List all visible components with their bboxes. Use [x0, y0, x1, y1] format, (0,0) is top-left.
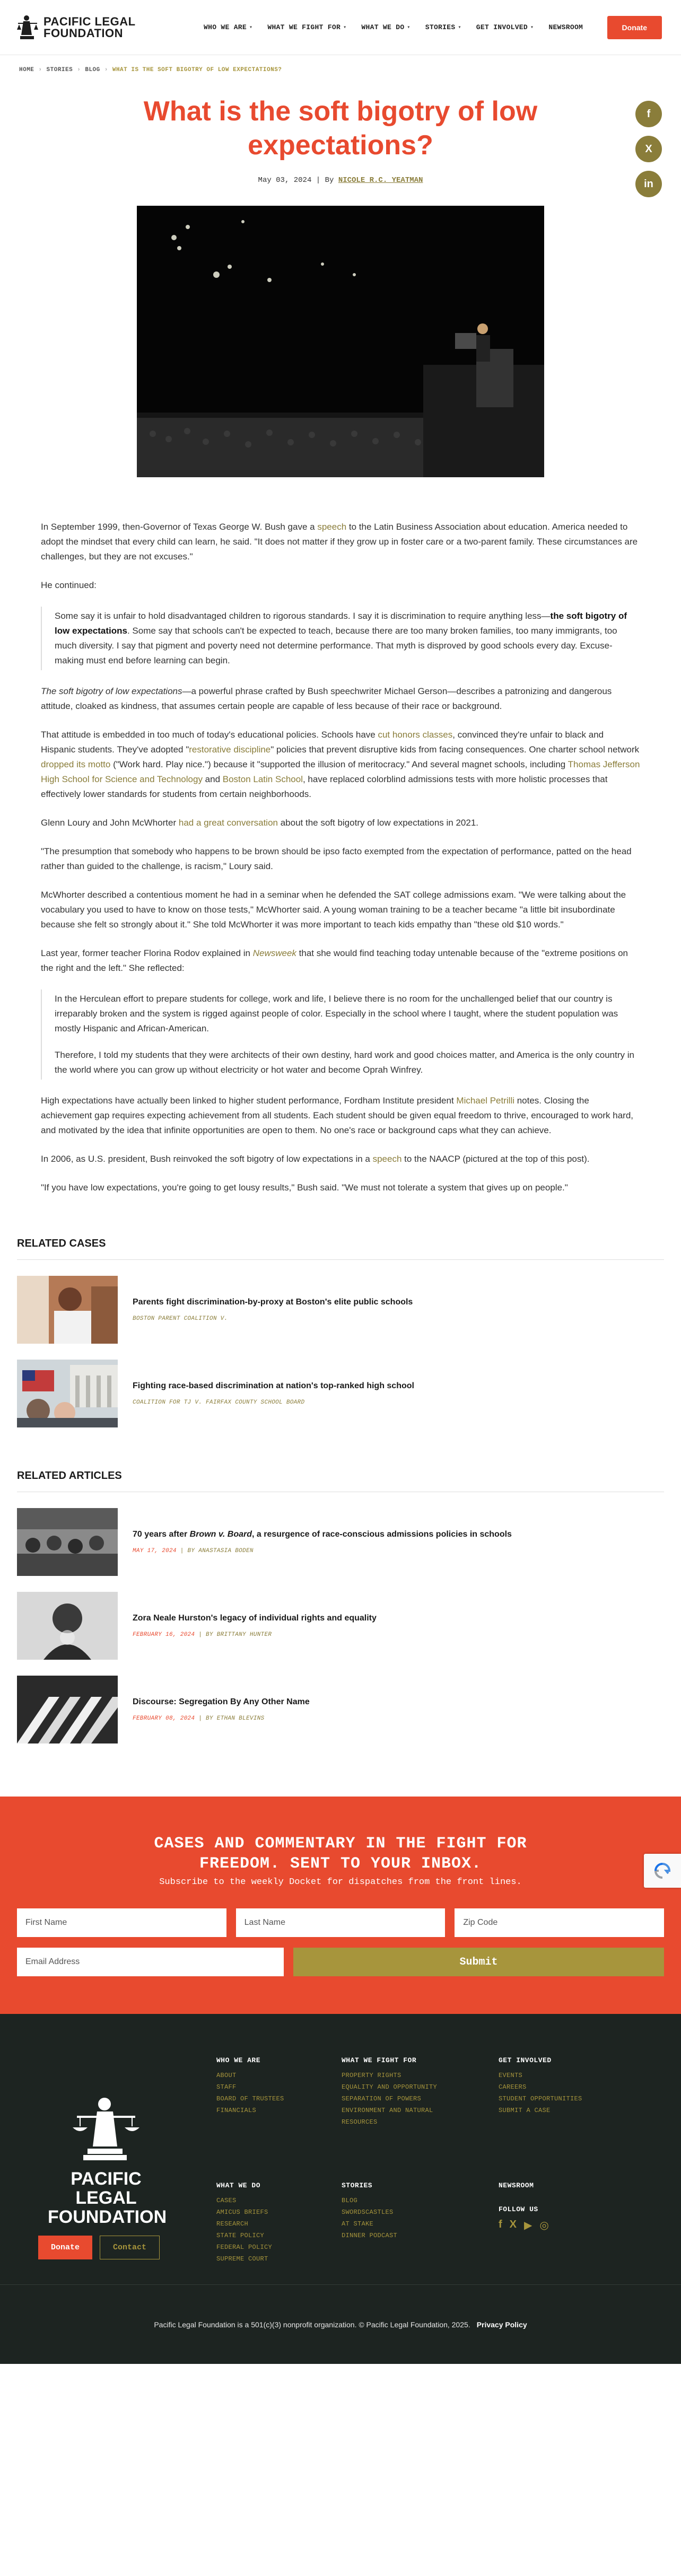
footer-link[interactable]: SEPARATION OF POWERS — [342, 2095, 422, 2102]
case-meta: COALITION FOR TJ V. FAIRFAX COUNTY SCHOOL BOARD — [133, 1399, 305, 1406]
paragraph: Glenn Loury and John McWhorter had a great conversation about the soft bigotry of low expectations in 2021. — [41, 818, 479, 828]
submit-button[interactable]: Submit — [293, 1948, 664, 1976]
newsletter-form — [17, 1908, 664, 1976]
chevron-down-icon: ▾ — [530, 24, 534, 31]
blockquote: Some say it is unfair to hold disadvantaged children to rigorous standards. I say it is discrimination to require anything less—the soft bigotry of low expectations. Some say that schools can't be expected to teach, because there are too many broken families, too many immigrants, too much diversity. I say that pigment and poverty need not determine performance. That myth is disproved by good schools every day. Excuse-making must end before learning can begin. — [41, 607, 640, 670]
copyright-text: Pacific Legal Foundation is a 501(c)(3) nonprofit organization. © Pacific Legal Foundation, 2025. — [154, 2320, 470, 2329]
footer-link[interactable]: EQUALITY AND OPPORTUNITY — [342, 2083, 438, 2091]
footer-newsroom-link[interactable]: NEWSROOM — [499, 2181, 534, 2189]
recaptcha-badge[interactable] — [644, 1854, 681, 1888]
article-thumbnail — [17, 1676, 118, 1743]
chevron-down-icon: ▾ — [343, 24, 347, 31]
related-cases-heading: RELATED CASES — [17, 1238, 664, 1260]
newsweek-link[interactable]: Newsweek — [252, 948, 296, 958]
main-nav — [196, 23, 607, 31]
chevron-down-icon: ▾ — [458, 24, 461, 31]
by-label: By — [325, 176, 334, 185]
footer-link[interactable]: BOARD OF TRUSTEES — [216, 2095, 284, 2102]
breadcrumb-current: WHAT IS THE SOFT BIGOTRY OF LOW EXPECTATIONS? — [112, 67, 282, 73]
article-title[interactable]: Zora Neale Hurston's legacy of individual rights and equality — [133, 1614, 377, 1623]
lady-justice-icon — [16, 14, 39, 41]
paragraph: "The presumption that somebody who happens to be brown should be ipso facto exempted from the expectation of performance, patted on the head rather than guided to the challenge, is racism," Loury said. — [41, 846, 632, 871]
breadcrumb-stories[interactable]: STORIES — [46, 67, 73, 73]
article-title[interactable]: Discourse: Segregation By Any Other Name — [133, 1697, 310, 1706]
case-title[interactable]: Parents fight discrimination-by-proxy at Boston's elite public schools — [133, 1298, 413, 1307]
related-articles — [17, 1470, 664, 1743]
breadcrumb-home[interactable]: HOME — [19, 67, 34, 73]
footer-link[interactable]: SUBMIT A CASE — [499, 2107, 551, 2114]
footer-link[interactable]: ENVIRONMENT AND NATURAL — [342, 2107, 433, 2114]
share-bar — [635, 101, 662, 197]
case-title[interactable]: Fighting race-based discrimination at nation's top-ranked high school — [133, 1381, 414, 1390]
linkedin-share-icon[interactable]: in — [635, 171, 662, 197]
site-footer — [0, 2014, 681, 2364]
case-meta: BOSTON PARENT COALITION V. — [133, 1316, 228, 1322]
footer-col-newsroom: NEWSROOM FOLLOW US f X ▶ ◎ — [499, 2181, 549, 2231]
x-share-icon[interactable]: X — [635, 136, 662, 162]
article-meta: FEBRUARY 16, 2024 | BY BRITTANY HUNTER — [133, 1632, 272, 1638]
paragraph: He continued: — [41, 580, 97, 590]
list-item[interactable] — [17, 1360, 664, 1427]
donate-button[interactable]: Donate — [607, 16, 662, 39]
related-articles-heading: RELATED ARTICLES — [17, 1470, 664, 1492]
paragraph: Last year, former teacher Florina Rodov explained in Newsweek that she would find teaching today untenable because of the "extreme positions on the right and the left." She reflected: — [41, 948, 628, 973]
newsletter-heading: CASES AND COMMENTARY IN THE FIGHT FOR FREEDOM. SENT TO YOUR INBOX. — [154, 1835, 527, 1873]
footer-col-what-we-fight-for: WHAT WE FIGHT FOR PROPERTY RIGHTS EQUALITY AND OPPORTUNITY SEPARATION OF POWERS ENVIRONMENT AND NATURAL RESOURCES — [342, 2056, 437, 2128]
blockquote: In the Herculean effort to prepare students for college, work and life, I believe there is no room for the unchallenged belief that our country is irreparably broken and the system is rigged against people of color. Especially in the school where I taught, where the student population was mostly Hispanic and African-American. Therefore, I told my students that they were architects of their own destiny, hard work and good choices matter, and America is the only country in the world where you can grow up without electricity or hot water and become Oprah Winfrey. — [41, 989, 640, 1080]
footer-link[interactable]: FINANCIALS — [216, 2107, 257, 2114]
footer-link[interactable]: STUDENT OPPORTUNITIES — [499, 2095, 582, 2102]
logo-text: PACIFIC LEGAL FOUNDATION — [43, 14, 136, 40]
list-item[interactable] — [17, 1592, 664, 1660]
paragraph: That attitude is embedded in too much of today's educational policies. Schools have cut honors classes, convinced they're unfair to black and Hispanic students. They've adopted "restorative discipline" policies that prevent disruptive kids from facing consequences. One charter school network dropped its motto ("Work hard. Play nice.") because it "supported the illusion of meritocracy." And several magnet schools, including Thomas Jefferson High School for Science and Technology and Boston Latin School, have replaced colorblind admissions tests with more holistic processes that effectively lower standards for students from certain neighborhoods. — [41, 730, 640, 799]
footer-link[interactable]: STATE POLICY — [216, 2232, 265, 2239]
recaptcha-icon — [653, 1862, 671, 1880]
post-date: May 03, 2024 — [258, 176, 312, 185]
author-link[interactable]: NICOLE R.C. YEATMAN — [338, 176, 423, 185]
paragraph: McWhorter described a contentious moment he had in a seminar when he defended the SAT college admissions exam. "We were talking about the vocabulary you used to have to know on those tests," McWhorter said. A young woman training to be a teacher became "a little bit insubordinate because she felt so strongly about it." She told McWhorter it was more important to teach kids empathy than "these old $10 words." — [41, 890, 626, 930]
paragraph: "If you have low expectations, you're going to get lousy results," Bush said. "We must not tolerate a system that gives up on people." — [41, 1182, 568, 1193]
paragraph: The soft bigotry of low expectations—a powerful phrase crafted by Bush speechwriter Michael Gerson—describes a patronizing and dangerous attitude, cloaked as kindness, that assumes certain people are capable of less because of their race or background. — [41, 686, 612, 711]
footer-link[interactable]: STAFF — [216, 2083, 237, 2091]
nav-what-we-fight-for[interactable]: WHAT WE FIGHT FOR ▾ — [267, 23, 347, 31]
footer-link[interactable]: SUPREME COURT — [216, 2255, 268, 2263]
social-links — [499, 2219, 549, 2232]
boston-latin-link[interactable]: Boston Latin School — [222, 774, 303, 784]
list-item[interactable] — [17, 1676, 664, 1743]
email-field[interactable]: Email Address — [17, 1948, 284, 1976]
footer-col-stories: STORIES BLOG SWORDSCASTLES AT STAKE DINNER PODCAST — [342, 2181, 397, 2241]
footer-link[interactable]: CASES — [216, 2197, 237, 2204]
nav-get-involved[interactable]: GET INVOLVED ▾ — [476, 23, 534, 31]
breadcrumb-blog[interactable]: BLOG — [85, 67, 100, 73]
list-item[interactable] — [17, 1508, 664, 1576]
newsletter-signup — [0, 1797, 681, 2014]
footer-link[interactable]: SWORDSCASTLES — [342, 2209, 394, 2216]
footer-link[interactable]: BLOG — [342, 2197, 358, 2204]
footer-donate-button[interactable]: Donate — [38, 2236, 92, 2259]
paragraph: In 2006, as U.S. president, Bush reinvoked the soft bigotry of low expectations in a speech to the NAACP (pictured at the top of this post). — [41, 1154, 590, 1164]
hero-image — [137, 206, 544, 477]
dropped-motto-link[interactable]: dropped its motto — [41, 759, 111, 769]
byline: May 03, 2024 | By NICOLE R.C. YEATMAN — [258, 176, 423, 185]
stage-photo — [137, 206, 544, 477]
chevron-down-icon: ▾ — [407, 24, 411, 31]
copyright-bar — [0, 2284, 681, 2364]
related-cases — [17, 1238, 664, 1427]
footer-link[interactable]: FEDERAL POLICY — [216, 2244, 273, 2251]
nav-newsroom[interactable]: NEWSROOM — [548, 23, 583, 31]
list-item[interactable] — [17, 1276, 664, 1344]
last-name-field[interactable]: Last Name — [236, 1908, 446, 1937]
facebook-icon[interactable]: f — [499, 2219, 502, 2230]
footer-buttons — [38, 2236, 160, 2259]
nav-what-we-do[interactable]: WHAT WE DO ▾ — [361, 23, 411, 31]
naacp-speech-link[interactable]: speech — [372, 1154, 402, 1164]
article-body — [41, 520, 640, 1195]
article-thumbnail — [17, 1592, 118, 1660]
breadcrumb: HOME › STORIES › BLOG › WHAT IS THE SOFT BIGOTRY OF LOW EXPECTATIONS? — [19, 67, 282, 73]
youtube-icon[interactable]: ▶ — [524, 2220, 532, 2231]
x-icon[interactable]: X — [509, 2219, 517, 2230]
footer-col-get-involved: GET INVOLVED EVENTS CAREERS STUDENT OPPORTUNITIES SUBMIT A CASE — [499, 2056, 582, 2116]
footer-col-who-we-are: WHO WE ARE ABOUT STAFF BOARD OF TRUSTEES FINANCIALS — [216, 2056, 284, 2116]
chevron-down-icon: ▾ — [249, 24, 253, 31]
newsletter-subtitle: Subscribe to the weekly Docket for dispatches from the front lines. — [159, 1877, 522, 1887]
case-thumbnail — [17, 1360, 118, 1427]
first-name-field[interactable]: First Name — [17, 1908, 226, 1937]
nav-who-we-are[interactable]: WHO WE ARE ▾ — [204, 23, 253, 31]
footer-link[interactable]: AT STAKE — [342, 2220, 374, 2228]
paragraph: In September 1999, then-Governor of Texas George W. Bush gave a speech to the Latin Business Association about education. America needed to adopt the mindset that every child can learn, he said. "It does not matter if they grow up in foster care or a two-parent family. These circumstances are challenges, but they are not excuses." — [41, 522, 638, 562]
footer-link[interactable]: EVENTS — [499, 2072, 523, 2079]
instagram-icon[interactable]: ◎ — [539, 2220, 549, 2231]
paragraph: High expectations have actually been linked to higher student performance, Fordham Institute president Michael Petrilli notes. Closing the achievement gap requires expecting achievement from all students. Each student should be given equal freedom to thrive, encouraged to work hard, and motivated by the idea that infinite opportunities are open to them. No one's race or background caps what they can achieve. — [41, 1096, 633, 1135]
footer-link[interactable]: DINNER PODCAST — [342, 2232, 398, 2239]
footer-link[interactable]: AMICUS BRIEFS — [216, 2209, 268, 2216]
cut-honors-link[interactable]: cut honors classes — [378, 730, 453, 740]
restorative-discipline-link[interactable]: restorative discipline — [189, 744, 271, 755]
footer-col-what-we-do: WHAT WE DO CASES AMICUS BRIEFS RESEARCH STATE POLICY FEDERAL POLICY SUPREME COURT — [216, 2181, 272, 2265]
lady-justice-icon — [66, 2093, 146, 2162]
footer-link[interactable]: RESEARCH — [216, 2220, 249, 2228]
article-meta: MAY 17, 2024 | BY ANASTASIA BODEN — [133, 1548, 254, 1554]
footer-link[interactable]: ABOUT — [216, 2072, 237, 2079]
conversation-link[interactable]: had a great conversation — [178, 818, 278, 828]
case-thumbnail — [17, 1276, 118, 1344]
tjhsst-link[interactable]: Thomas Jefferson High School for Science and Technology — [41, 759, 640, 784]
footer-contact-button[interactable]: Contact — [100, 2236, 160, 2259]
article-thumbnail — [17, 1508, 118, 1576]
zip-code-field[interactable]: Zip Code — [455, 1908, 664, 1937]
footer-logo[interactable]: PACIFIC LEGAL FOUNDATION — [48, 2093, 164, 2227]
article-meta: FEBRUARY 08, 2024 | BY ETHAN BLEVINS — [133, 1715, 265, 1722]
privacy-policy-link[interactable]: Privacy Policy — [476, 2320, 527, 2329]
footer-link[interactable]: PROPERTY RIGHTS — [342, 2072, 401, 2079]
petrilli-link[interactable]: Michael Petrilli — [456, 1096, 514, 1106]
nav-stories[interactable]: STORIES ▾ — [425, 23, 461, 31]
footer-link[interactable]: CAREERS — [499, 2083, 527, 2091]
site-header — [0, 0, 681, 55]
page-title: What is the soft bigotry of low expectations? — [143, 96, 538, 161]
facebook-share-icon[interactable]: f — [635, 101, 662, 127]
speech-link[interactable]: speech — [317, 522, 347, 532]
article-title[interactable]: 70 years after Brown v. Board, a resurgence of race-conscious admissions policies in schools — [133, 1530, 512, 1539]
logo[interactable] — [16, 14, 170, 41]
footer-link[interactable]: RESOURCES — [342, 2118, 378, 2126]
